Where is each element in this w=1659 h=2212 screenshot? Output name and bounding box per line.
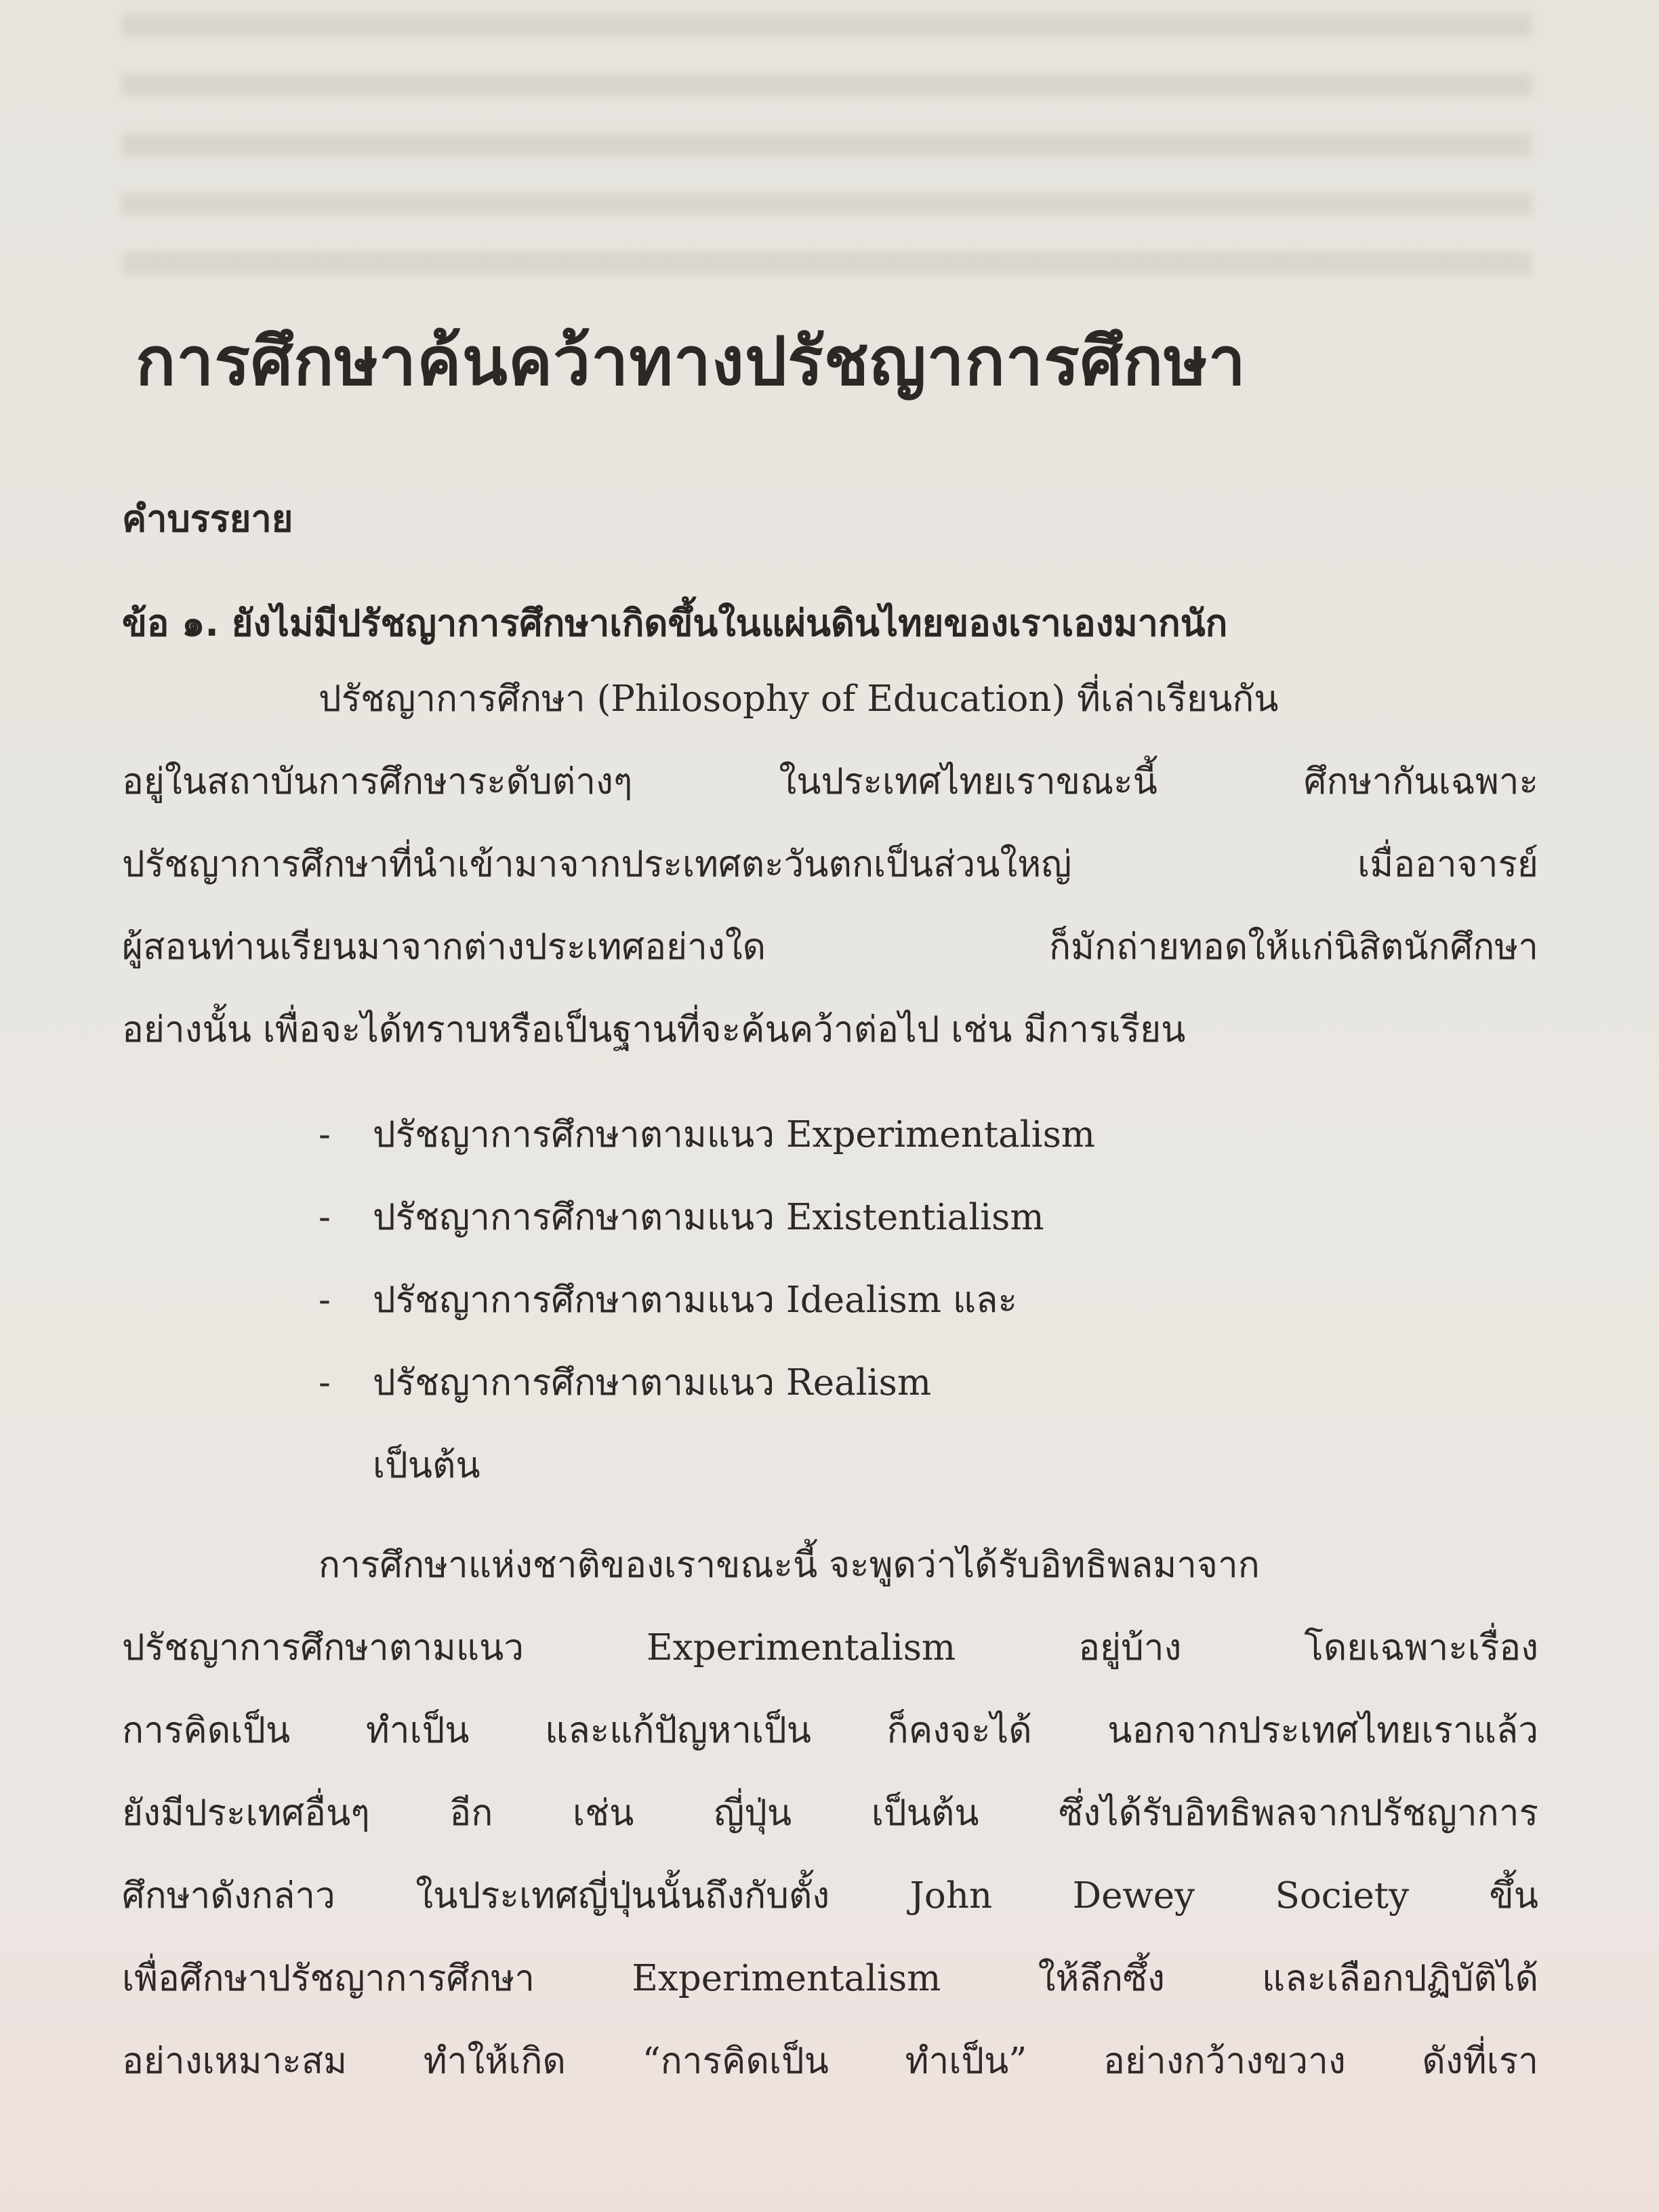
bullet-text: ปรัชญาการศึกษาตามแนว Realism (373, 1362, 932, 1404)
chapter-title: การศึกษาค้นคว้าทางปรัชญาการศึกษา (136, 323, 1246, 401)
section-label: คำบรรยาย (122, 497, 293, 540)
show-through-text (122, 14, 1532, 312)
paragraph-line: ผู้สอนท่านเรียนมาจากต่างประเทศอย่างใด ก็มักถ่ายทอดให้แก่นิสิตนักศึกษา (122, 926, 1538, 968)
paragraph-line: ปรัชญาการศึกษาที่นำเข้ามาจากประเทศตะวันตกเป็นส่วนใหญ่ เมื่ออาจารย์ (122, 844, 1538, 885)
bullet-text: ปรัชญาการศึกษาตามแนว Idealism และ (373, 1279, 1017, 1321)
paragraph-line: เพื่อศึกษาปรัชญาการศึกษา Experimentalism ให้ลึกซึ้ง และเลือกปฏิบัติได้ (122, 1958, 1538, 1999)
paragraph-line: อย่างเหมาะสม ทำให้เกิด “การคิดเป็น ทำเป็น” อย่างกว้างขวาง ดังที่เรา (122, 2041, 1538, 2082)
bullet-dash: - (319, 1279, 331, 1321)
bullet-text: ปรัชญาการศึกษาตามแนว Experimentalism (373, 1114, 1096, 1155)
point-heading: ข้อ ๑. ยังไม่มีปรัชญาการศึกษาเกิดขึ้นในแผ่นดินไทยของเราเองมากนัก (122, 602, 1228, 644)
paragraph-line: อยู่ในสถาบันการศึกษาระดับต่างๆ ในประเทศไทยเราขณะนี้ ศึกษากันเฉพาะ (122, 761, 1538, 802)
paragraph-line: ยังมีประเทศอื่นๆ อีก เช่น ญี่ปุ่น เป็นต้น ซึ่งได้รับอิทธิพลจากปรัชญาการ (122, 1793, 1538, 1834)
bullet-item (319, 1106, 1095, 1163)
bullet-dash: - (319, 1197, 331, 1238)
bullet-dash: - (319, 1362, 331, 1404)
bullet-item (319, 1189, 1044, 1246)
paragraph-line: ปรัชญาการศึกษา (Philosophy of Education) ที่เล่าเรียนกัน (319, 678, 1279, 720)
bullet-dash: - (319, 1114, 331, 1155)
bullet-item (319, 1271, 1017, 1328)
bullet-text: ปรัชญาการศึกษาตามแนว Existentialism (373, 1197, 1044, 1238)
paragraph-line: ศึกษาดังกล่าว ในประเทศญี่ปุ่นนั้นถึงกับตั้ง John Dewey Society ขึ้น (122, 1875, 1538, 1917)
paragraph-line: ปรัชญาการศึกษาตามแนว Experimentalism อยู่บ้าง โดยเฉพาะเรื่อง (122, 1627, 1538, 1668)
paragraph-line: การคิดเป็น ทำเป็น และแก้ปัญหาเป็น ก็คงจะได้ นอกจากประเทศไทยเราแล้ว (122, 1710, 1538, 1751)
bullets-tail: เป็นต้น (373, 1445, 480, 1486)
paragraph-line: อย่างนั้น เพื่อจะได้ทราบหรือเป็นฐานที่จะค้นคว้าต่อไป เช่น มีการเรียน (122, 1009, 1186, 1050)
paragraph-line: การศึกษาแห่งชาติของเราขณะนี้ จะพูดว่าได้รับอิทธิพลมาจาก (319, 1544, 1260, 1586)
bullet-item (319, 1354, 931, 1411)
